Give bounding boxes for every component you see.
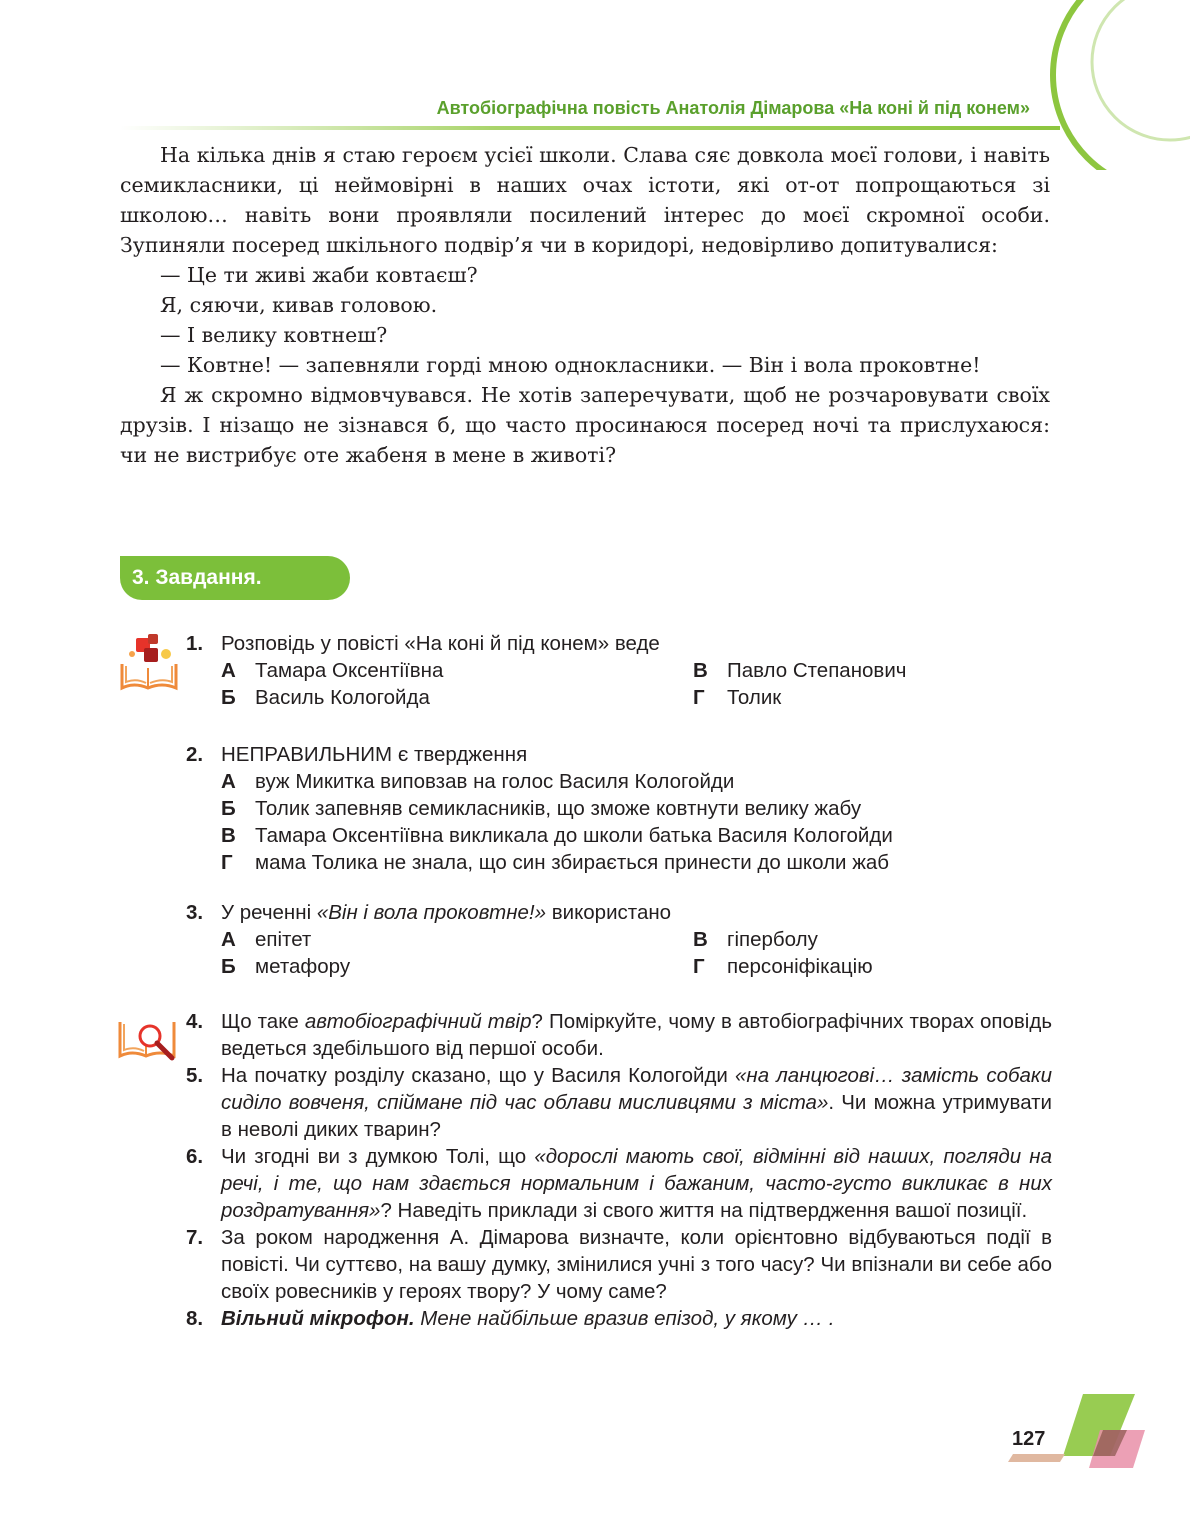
- story-paragraph: — І велику ковтнеш?: [160, 323, 388, 347]
- task-question: [221, 1305, 1052, 1332]
- option-text: гіперболу: [727, 928, 818, 951]
- story-paragraph: Я ж скромно відмовчувався. Не хотів заперечувати, щоб не розчаровувати своїх друзів. І нізащо не зізнався б, що часто просинаюся посеред ночі та прислухаюся: чи не вистрибує оте жабеня в мене в животі?: [120, 383, 1050, 467]
- quoted-sentence: «Він і вола проковтне!»: [316, 901, 547, 924]
- task-number: 6.: [186, 1145, 204, 1168]
- option-text: Толик: [727, 686, 782, 709]
- task-heading: Вільний мікрофон.: [221, 1307, 415, 1330]
- task-question: [221, 1143, 1052, 1224]
- question-text: ? Наведіть приклади зі свого життя на підтвердження вашої позиції.: [380, 1199, 1028, 1222]
- question-text: Що таке: [221, 1010, 305, 1033]
- task-6: [186, 1143, 1052, 1224]
- answer-option[interactable]: [221, 849, 1052, 876]
- option-letter: А: [221, 659, 236, 682]
- answer-option[interactable]: [693, 926, 1052, 953]
- story-paragraph: — Ковтне! — запевняли горді мною однокласники. — Він і вола проковтне!: [160, 353, 981, 377]
- answer-option[interactable]: [221, 768, 1052, 795]
- answer-option[interactable]: [693, 657, 1052, 684]
- section-title: 3. Завдання.: [120, 556, 350, 600]
- answer-options: [221, 657, 1052, 711]
- task-2: [186, 741, 1052, 876]
- question-text: На початку розділу сказано, що у Василя Кологойди: [221, 1064, 736, 1087]
- book-magnifier-icon: [116, 1016, 180, 1064]
- task-number: 8.: [186, 1307, 204, 1330]
- option-text: метафору: [255, 955, 351, 978]
- option-letter: В: [693, 659, 708, 682]
- option-letter: Б: [221, 955, 236, 978]
- answer-option[interactable]: [693, 953, 1052, 980]
- answer-options: [221, 926, 1052, 980]
- task-4: [186, 1008, 1052, 1062]
- task-8: [186, 1305, 1052, 1332]
- option-text: Тамара Оксентіївна викликала до школи батька Василя Кологойди: [255, 824, 893, 847]
- option-letter: А: [221, 770, 236, 793]
- option-letter: Г: [221, 851, 233, 874]
- prompt-text: Мене найбільше вразив епізод, у якому … .: [414, 1307, 835, 1330]
- option-text: персоніфікацію: [727, 955, 873, 978]
- task-question: [221, 1008, 1052, 1062]
- task-7: [186, 1224, 1052, 1305]
- page-number: 127: [1012, 1428, 1046, 1450]
- quotation: «на ланцюгові… замість собаки сиділо вовченя, спіймане під час облави мисливцями з міста»: [221, 1064, 1052, 1114]
- answer-option[interactable]: [221, 822, 1052, 849]
- option-letter: В: [693, 928, 708, 951]
- task-question: Розповідь у повісті «На коні й під конем» веде: [221, 632, 660, 655]
- question-text: Чи згодні ви з думкою Толі, що: [221, 1145, 535, 1168]
- answer-option[interactable]: [221, 657, 693, 684]
- task-number: 2.: [186, 743, 204, 766]
- option-letter: В: [221, 824, 236, 847]
- task-number: 3.: [186, 901, 204, 924]
- header-rule: [120, 126, 1060, 130]
- option-letter: Б: [221, 686, 236, 709]
- task-question: [221, 899, 1052, 926]
- option-text: Василь Кологойда: [255, 686, 430, 709]
- task-number: 4.: [186, 1010, 204, 1033]
- story-paragraph: На кілька днів я стаю героєм усієї школи. Слава сяє довкола моєї голови, і навіть семикласники, ці неймовірні в наших очах істоти, які от-от попрощаються зі школою… навіть вони проявляли посилений інтерес до моєї скромної особи. Зупиняли посеред шкільного подвір’я чи в коридорі, недовірливо допитувалися:: [120, 143, 1050, 257]
- question-text: ? Поміркуйте, чому в автобіографічних творах оповідь ведеться здебільшого від першої особи.: [221, 1010, 1053, 1060]
- running-header: Автобіографічна повість Анатолія Дімарова «На коні й під конем»: [436, 98, 1030, 118]
- option-text: вуж Микитка виповзав на голос Василя Кологойди: [255, 770, 735, 793]
- question-text: . Чи можна утримувати в неволі диких тварин?: [221, 1091, 1052, 1141]
- question-text: використано: [546, 901, 672, 924]
- answer-option[interactable]: [693, 684, 1052, 711]
- quotation: «дорослі мають свої, відмінні від наших, погляди на речі, і те, що нам здається нормальним і бажаним, часто-густо викликає в них роздратування»: [221, 1145, 1052, 1222]
- answer-option[interactable]: [221, 926, 693, 953]
- story-paragraph: Я, сяючи, кивав головою.: [160, 293, 438, 317]
- answer-option[interactable]: [221, 795, 1052, 822]
- option-letter: Б: [221, 797, 236, 820]
- option-text: мама Толика не знала, що син збирається принести до школи жаб: [255, 851, 890, 874]
- task-5: [186, 1062, 1052, 1143]
- option-letter: Г: [693, 686, 705, 709]
- question-text: У реченні: [221, 901, 317, 924]
- option-letter: А: [221, 928, 236, 951]
- story-text: [120, 140, 1050, 470]
- task-question: [221, 1062, 1052, 1143]
- option-letter: Г: [693, 955, 705, 978]
- task-question: За роком народження А. Дімарова визначте, коли орієнтовно відбуваються події в повісті. Чи суттєво, на вашу думку, змінилися учні з того часу? Чи впізнали ви себе або своїх ровесників у героях твору? У чому саме?: [221, 1226, 1052, 1303]
- task-number: 7.: [186, 1226, 204, 1249]
- task-3: [186, 899, 1052, 980]
- option-text: епітет: [255, 928, 312, 951]
- book-blocks-icon: [118, 632, 180, 694]
- task-question: НЕПРАВИЛЬНИМ є твердження: [221, 743, 528, 766]
- task-number: 1.: [186, 632, 204, 655]
- answer-option[interactable]: [221, 953, 693, 980]
- task-1: [186, 630, 1052, 711]
- option-text: Тамара Оксентіївна: [255, 659, 444, 682]
- option-text: Толик запевняв семикласників, що зможе ковтнути велику жабу: [255, 797, 862, 820]
- answer-options: [221, 768, 1052, 876]
- task-number: 5.: [186, 1064, 204, 1087]
- option-text: Павло Степанович: [727, 659, 907, 682]
- term: автобіографічний твір: [304, 1010, 532, 1033]
- story-paragraph: — Це ти живі жаби ковтаєш?: [160, 263, 478, 287]
- answer-option[interactable]: [221, 684, 693, 711]
- task-list: [186, 630, 1052, 1332]
